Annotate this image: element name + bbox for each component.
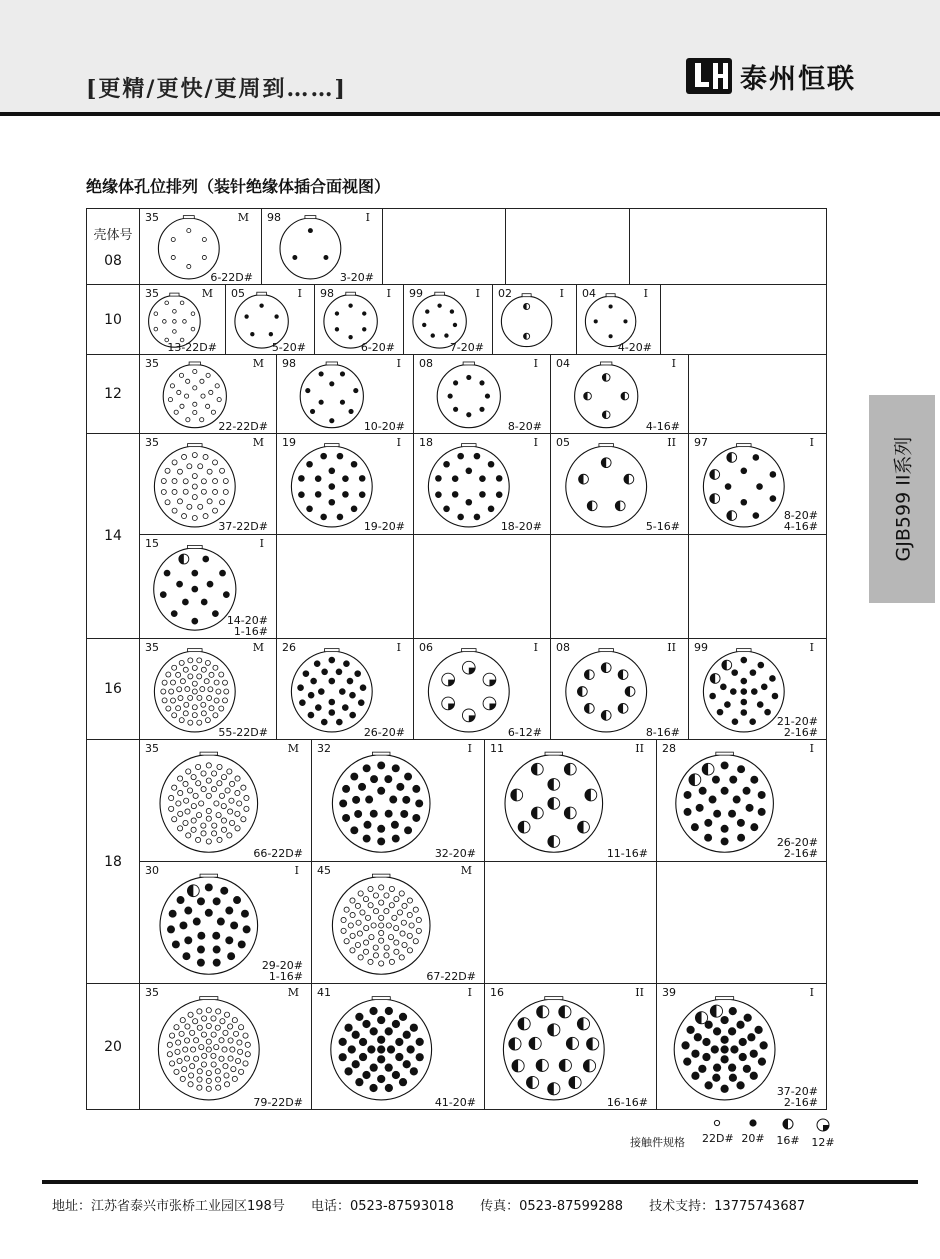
company-name: 泰州恒联 [740, 63, 856, 95]
arrangement-code: 35 [145, 211, 159, 224]
contact-spec-line: 4-20# [617, 341, 652, 354]
arrangement-code: 28 [662, 742, 676, 755]
contact-spec-line: 5-20# [271, 341, 306, 354]
contact-spec [501, 521, 542, 532]
arrangement-code: 35 [145, 287, 159, 300]
contact-spec-line: 21-20# [776, 715, 818, 728]
contact-spec [777, 716, 818, 738]
insert-arrangement-cell [312, 862, 485, 984]
contact-spec-line: 22-22D# [218, 420, 268, 433]
service-class: I [643, 287, 648, 300]
connector-face-diagram [551, 639, 689, 740]
arrangement-code: 35 [145, 641, 159, 654]
arrangement-code: 02 [498, 287, 512, 300]
contact-spec [784, 510, 818, 532]
insert-arrangement-cell [551, 434, 689, 535]
contact-spec-line: 6-20# [360, 341, 395, 354]
contact-spec-line: 19-20# [363, 520, 405, 533]
contact-spec-line: 2-16# [783, 847, 818, 860]
contact-spec-line: 32-20# [434, 847, 476, 860]
service-class: II [635, 742, 644, 755]
contact-spec [218, 421, 268, 432]
contact-spec [646, 421, 680, 432]
contact-spec-line: 10-20# [363, 420, 405, 433]
shell-size-value: 18 [104, 853, 122, 870]
insert-arrangement-cell [140, 209, 262, 285]
insert-arrangement-cell [140, 639, 277, 740]
service-class: I [809, 436, 814, 449]
shell-size-cell [87, 639, 140, 739]
contact-16-icon [782, 1118, 794, 1130]
contact-spec-line: 26-20# [776, 836, 818, 849]
contact-spec-line: 18-20# [500, 520, 542, 533]
contact-spec-line: 5-16# [645, 520, 680, 533]
shell-row-20 [87, 984, 826, 1110]
service-class: M [201, 287, 213, 300]
insert-arrangement-cell [140, 285, 226, 355]
service-class: II [667, 641, 676, 654]
contact-22d-icon [712, 1118, 722, 1128]
contact-spec [508, 421, 542, 432]
shell-size-header: 壳体号 [93, 228, 133, 243]
contact-spec-line: 13-22D# [167, 341, 217, 354]
service-class: I [294, 864, 299, 877]
contact-spec-line: 29-20# [261, 959, 303, 972]
contact-spec [607, 1097, 648, 1108]
service-class: I [809, 742, 814, 755]
contact-spec-line: 7-20# [449, 341, 484, 354]
contact-spec [435, 848, 476, 859]
slogan: [更精/更快/更周到……] [86, 76, 347, 102]
arrangement-code: 35 [145, 986, 159, 999]
service-class: I [467, 742, 472, 755]
arrangement-code: 15 [145, 537, 159, 550]
insert-arrangement-cell [485, 984, 657, 1110]
shell-size-cell [87, 209, 140, 284]
contact-spec [777, 1086, 818, 1108]
arrangement-code: 97 [694, 436, 708, 449]
contact-spec-line: 3-20# [339, 271, 374, 284]
service-class: I [671, 357, 676, 370]
contact-spec [607, 848, 648, 859]
empty-cell [661, 285, 826, 355]
arrangement-code: 11 [490, 742, 504, 755]
insert-arrangement-cell [140, 740, 312, 862]
contact-spec-line: 16-16# [606, 1096, 648, 1109]
legend-label: 接触件规格 [630, 1136, 685, 1149]
connector-face-diagram [414, 639, 551, 740]
arrangement-code: 26 [282, 641, 296, 654]
contact-spec [364, 727, 405, 738]
arrangement-code: 08 [556, 641, 570, 654]
arrangement-code: 99 [409, 287, 423, 300]
footer-rule [42, 1180, 918, 1184]
insert-arrangement-cell [277, 355, 414, 434]
service-class: I [396, 357, 401, 370]
insert-arrangement-cell [577, 285, 661, 355]
service-class: M [287, 986, 299, 999]
series-side-tab [869, 395, 935, 603]
shell-size-value: 12 [104, 386, 122, 402]
connector-face-diagram [312, 984, 485, 1110]
logo-mark-icon [686, 58, 732, 94]
shell-size-cell [87, 285, 140, 354]
insert-arrangement-cell [485, 740, 657, 862]
empty-cell [277, 535, 414, 639]
service-class: I [533, 357, 538, 370]
insert-arrangement-cell [414, 434, 551, 535]
insert-arrangement-cell [140, 984, 312, 1110]
service-class: I [533, 436, 538, 449]
shell-size-value: 10 [104, 311, 122, 328]
insert-arrangement-cell [414, 355, 551, 434]
service-class: M [252, 641, 264, 654]
service-class: I [259, 537, 264, 550]
insert-arrangement-cell [657, 740, 826, 862]
arrangement-code: 35 [145, 357, 159, 370]
contact-spec [777, 837, 818, 859]
shell-size-value: 08 [104, 253, 122, 269]
arrangement-code: 05 [231, 287, 245, 300]
connector-face-diagram [485, 984, 657, 1110]
footer-support: 技术支持：13775743687 [649, 1199, 806, 1214]
contact-spec-line: 55-22D# [218, 726, 268, 739]
empty-cell [689, 535, 826, 639]
service-class: I [396, 641, 401, 654]
contact-spec-line: 8-16# [645, 726, 680, 739]
service-class: I [365, 211, 370, 224]
contact-spec-line: 66-22D# [253, 847, 303, 860]
legend-item-20: 20# [738, 1118, 768, 1145]
shell-row-14 [87, 434, 826, 639]
contact-spec [508, 727, 542, 738]
footer-phone: 电话：0523-87593018 [310, 1199, 454, 1214]
arrangement-code: 98 [320, 287, 334, 300]
connector-face-diagram [140, 639, 277, 740]
arrangement-code: 98 [282, 357, 296, 370]
contact-spec [361, 342, 395, 353]
service-class: I [396, 436, 401, 449]
contact-spec-line: 41-20# [434, 1096, 476, 1109]
contact-spec [646, 727, 680, 738]
arrangement-code: 30 [145, 864, 159, 877]
arrangement-code: 98 [267, 211, 281, 224]
contact-12-icon [816, 1118, 830, 1132]
contact-spec [340, 272, 374, 283]
series-label: GJB599 II系列 [892, 436, 915, 562]
arrangement-code: 35 [145, 436, 159, 449]
empty-cell [414, 535, 551, 639]
arrangement-code: 16 [490, 986, 504, 999]
service-class: I [386, 287, 391, 300]
contact-spec [364, 521, 405, 532]
contact-spec-line: 79-22D# [253, 1096, 303, 1109]
connector-face-diagram [485, 740, 657, 862]
contact-spec [450, 342, 484, 353]
insert-arrangement-cell [140, 434, 277, 535]
contact-spec [167, 342, 217, 353]
insert-arrangement-cell [277, 434, 414, 535]
service-class: I [297, 287, 302, 300]
shell-row-12 [87, 355, 826, 434]
empty-cell [485, 862, 657, 984]
contact-spec-line: 26-20# [363, 726, 405, 739]
shell-size-cell [87, 984, 140, 1110]
service-class: I [559, 287, 564, 300]
section-title: 绝缘体孔位排列（装针绝缘体插合面视图） [86, 177, 391, 196]
service-class: M [237, 211, 249, 224]
empty-cell [551, 535, 689, 639]
arrangement-code: 45 [317, 864, 331, 877]
arrangement-code: 05 [556, 436, 570, 449]
shell-row-18 [87, 740, 826, 984]
arrangement-code: 32 [317, 742, 331, 755]
shell-size-value: 16 [104, 681, 122, 697]
contact-spec [364, 421, 405, 432]
contact-spec-line: 67-22D# [426, 970, 476, 983]
insert-arrangement-cell [312, 740, 485, 862]
contact-spec-line: 37-22D# [218, 520, 268, 533]
contact-spec-line: 1-16# [233, 625, 268, 638]
contact-spec [218, 521, 268, 532]
insert-arrangement-cell [140, 355, 277, 434]
arrangement-code: 19 [282, 436, 296, 449]
service-class: M [252, 357, 264, 370]
footer-address: 地址：江苏省泰兴市张桥工业园区198号 [52, 1199, 285, 1214]
shell-row-10 [87, 285, 826, 355]
contact-spec-line: 4-16# [783, 520, 818, 533]
contact-spec-line: 2-16# [783, 1096, 818, 1109]
insert-arrangement-cell [315, 285, 404, 355]
arrangement-code: 99 [694, 641, 708, 654]
insert-arrangement-cell [140, 862, 312, 984]
contact-spec-line: 4-16# [645, 420, 680, 433]
service-class: M [252, 436, 264, 449]
arrangement-code: 41 [317, 986, 331, 999]
contact-spec-line: 8-20# [507, 420, 542, 433]
insert-arrangement-cell [493, 285, 577, 355]
service-class: I [467, 986, 472, 999]
insert-arrangement-cell [551, 639, 689, 740]
arrangement-code: 04 [556, 357, 570, 370]
insert-arrangement-cell [277, 639, 414, 740]
insert-arrangement-cell [226, 285, 315, 355]
contact-spec [435, 1097, 476, 1108]
shell-size-value: 20 [104, 1039, 122, 1055]
legend-item-12: 12# [808, 1118, 838, 1149]
insert-arrangement-cell [312, 984, 485, 1110]
contact-spec [646, 521, 680, 532]
service-class: II [635, 986, 644, 999]
page-header [0, 0, 940, 112]
insert-arrangement-cell [262, 209, 383, 285]
arrangement-code: 35 [145, 742, 159, 755]
connector-face-diagram [312, 862, 485, 984]
contact-spec-line: 2-16# [783, 726, 818, 739]
shell-row-16 [87, 639, 826, 740]
service-class: I [475, 287, 480, 300]
service-class: M [460, 864, 472, 877]
shell-size-value: 14 [104, 528, 122, 544]
contact-spec [253, 1097, 303, 1108]
contact-spec-line: 14-20# [226, 614, 268, 627]
company-logo [686, 58, 856, 94]
contact-spec [227, 615, 268, 637]
service-class: M [287, 742, 299, 755]
contact-spec-line: 6-12# [507, 726, 542, 739]
insert-arrangement-cell [657, 984, 826, 1110]
legend-item-16: 16# [773, 1118, 803, 1147]
contact-spec-line: 8-20# [783, 509, 818, 522]
connector-face-diagram [277, 639, 414, 740]
arrangement-code: 39 [662, 986, 676, 999]
insert-arrangement-cell [414, 639, 551, 740]
header-rule [0, 112, 940, 116]
insert-arrangement-cell [689, 639, 826, 740]
contact-spec-line: 6-22D# [210, 271, 253, 284]
empty-cell [506, 209, 630, 285]
arrangement-code: 18 [419, 436, 433, 449]
service-class: II [667, 436, 676, 449]
connector-face-diagram [312, 740, 485, 862]
service-class: I [533, 641, 538, 654]
connector-face-diagram [140, 740, 312, 862]
shell-row-08 [87, 209, 826, 285]
insert-arrangement-cell [551, 355, 689, 434]
insert-arrangement-cell [140, 535, 277, 639]
connector-face-diagram [140, 984, 312, 1110]
service-class: I [809, 986, 814, 999]
legend-item-22d: 22D# [702, 1118, 732, 1145]
insert-arrangement-table [86, 208, 827, 1110]
contact-spec [618, 342, 652, 353]
contact-20-icon [748, 1118, 758, 1128]
empty-cell [630, 209, 826, 285]
contact-spec [262, 960, 303, 982]
contact-spec [426, 971, 476, 982]
shell-size-cell [87, 740, 140, 983]
contact-spec-line: 11-16# [606, 847, 648, 860]
empty-cell [657, 862, 826, 984]
contact-spec [253, 848, 303, 859]
insert-arrangement-cell [404, 285, 493, 355]
contact-spec [272, 342, 306, 353]
footer-fax: 传真：0523-87599288 [480, 1199, 624, 1214]
arrangement-code: 08 [419, 357, 433, 370]
contact-spec-line: 1-16# [268, 970, 303, 983]
shell-size-cell [87, 355, 140, 433]
page-footer [52, 1195, 827, 1214]
shell-size-cell [87, 434, 140, 638]
empty-cell [689, 355, 826, 434]
contact-spec [218, 727, 268, 738]
contact-spec [210, 272, 253, 283]
arrangement-code: 04 [582, 287, 596, 300]
empty-cell [383, 209, 506, 285]
insert-arrangement-cell [689, 434, 826, 535]
service-class: I [809, 641, 814, 654]
arrangement-code: 06 [419, 641, 433, 654]
contact-spec-line: 37-20# [776, 1085, 818, 1098]
